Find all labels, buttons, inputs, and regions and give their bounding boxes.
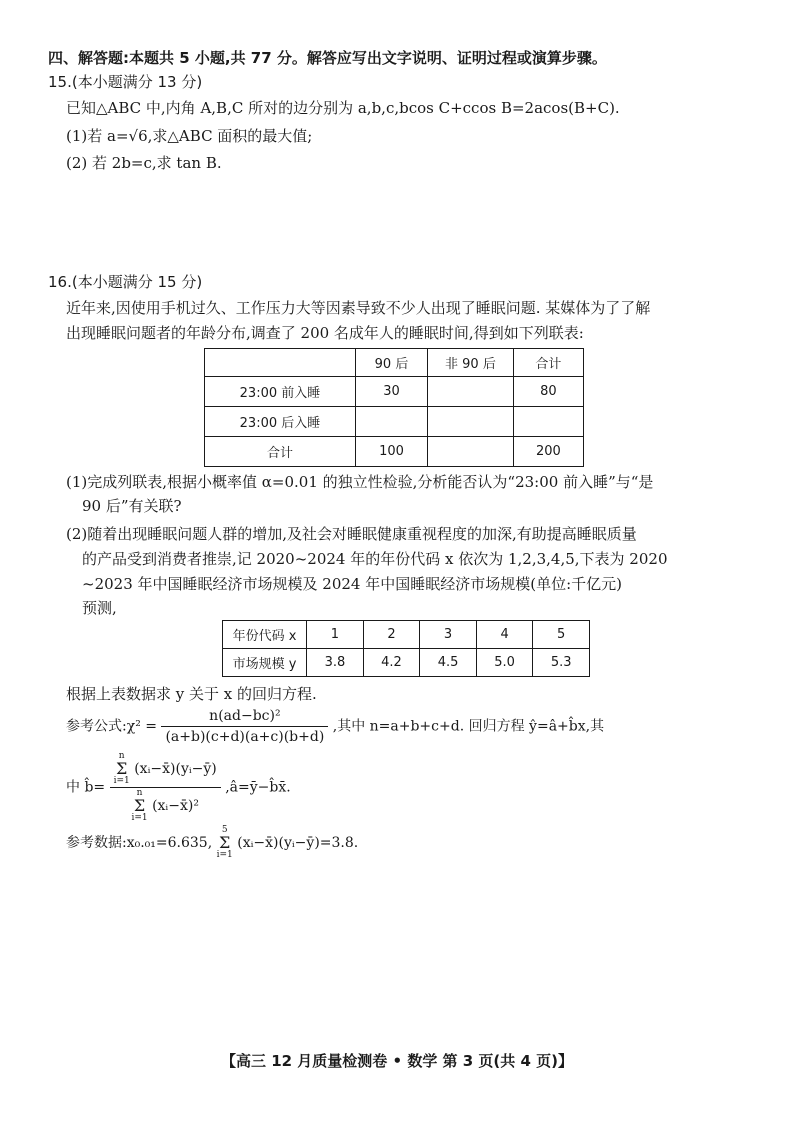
slope-formula bbox=[66, 752, 291, 823]
contingency-header-row bbox=[205, 349, 584, 377]
table-cell: 3.8 bbox=[307, 649, 364, 677]
q15-number: 15.(本小题满分 13 分) bbox=[48, 73, 203, 91]
formula-label: 参考公式:χ² = bbox=[66, 718, 157, 735]
q15-stem: 已知△ABC 中,内角 A,B,C 所对的边分别为 a,b,c,bcos C+ccos B=2acos(B+C). bbox=[66, 99, 620, 117]
table-cell: 1 bbox=[307, 621, 364, 649]
sigma-glyph: Σ bbox=[133, 796, 146, 815]
table-cell: 3 bbox=[420, 621, 477, 649]
table-cell: 4 bbox=[476, 621, 533, 649]
table-cell: 100 bbox=[355, 437, 427, 467]
table-cell bbox=[428, 377, 514, 407]
q16-intro-line-2: 出现睡眠问题者的年龄分布,调查了 200 名成年人的睡眠时间,得到如下列联表: bbox=[66, 324, 584, 342]
table-header-cell bbox=[205, 349, 356, 377]
q16-part2-line-1: (2)随着出现睡眠问题人群的增加,及社会对睡眠健康重视程度的加深,有助提高睡眠质量 bbox=[66, 525, 637, 543]
regression-prompt: 根据上表数据求 y 关于 x 的回归方程. bbox=[66, 685, 317, 703]
table-cell: 2 bbox=[363, 621, 420, 649]
sum-lower-limit: i=1 bbox=[131, 813, 148, 823]
table-row bbox=[205, 437, 584, 467]
fraction-numerator: n(ad−bc)² bbox=[161, 707, 328, 727]
table-cell: 30 bbox=[355, 377, 427, 407]
table-cell: 4.5 bbox=[420, 649, 477, 677]
table-cell bbox=[428, 437, 514, 467]
q15-part1: (1)若 a=√6,求△ABC 面积的最大值; bbox=[66, 127, 313, 145]
table-row bbox=[205, 377, 584, 407]
q16-intro-line-1: 近年来,因使用手机过久、工作压力大等因素导致不少人出现了睡眠问题. 某媒体为了了解 bbox=[66, 299, 651, 317]
table-row-label: 市场规模 y bbox=[223, 649, 307, 677]
intercept-formula: ,â=ȳ−b̂x̄. bbox=[225, 779, 291, 796]
q16-part2-line-2: 的产品受到消费者推崇,记 2020~2024 年的年份代码 x 依次为 1,2,3,4,5,下表为 2020 bbox=[82, 550, 668, 568]
numerator-term: (xᵢ−x̄)(yᵢ−ȳ) bbox=[134, 761, 217, 777]
table-cell: 合计 bbox=[205, 437, 356, 467]
reference-data-label: 参考数据:x₀.₀₁=6.635, bbox=[66, 835, 213, 851]
reference-data bbox=[66, 826, 358, 860]
q16-part2-line-4: 预测, bbox=[82, 599, 117, 617]
chi-square-formula bbox=[66, 707, 604, 746]
fraction-denominator: (a+b)(c+d)(a+c)(b+d) bbox=[165, 729, 325, 745]
table-row bbox=[205, 407, 584, 437]
table-cell: 23:00 后入睡 bbox=[205, 407, 356, 437]
chi-square-fraction bbox=[161, 707, 328, 746]
slope-fraction bbox=[110, 752, 221, 823]
market-size-table bbox=[222, 620, 590, 677]
table-cell: 5.3 bbox=[533, 649, 590, 677]
table-cell: 200 bbox=[513, 437, 583, 467]
reference-data-tail: (xᵢ−x̄)(yᵢ−ȳ)=3.8. bbox=[237, 835, 359, 851]
denominator-term: (xᵢ−x̄)² bbox=[152, 798, 199, 814]
formula-tail: ,其中 n=a+b+c+d. 回归方程 ŷ=â+b̂x,其 bbox=[332, 718, 605, 735]
page-footer: 【高三 12 月质量检测卷 • 数学 第 3 页(共 4 页)】 bbox=[220, 1052, 574, 1070]
sum-symbol bbox=[131, 789, 147, 823]
q15-part2: (2) 若 2b=c,求 tan B. bbox=[66, 154, 222, 172]
table-row bbox=[223, 621, 590, 649]
table-cell: 5.0 bbox=[476, 649, 533, 677]
q16-number: 16.(本小题满分 15 分) bbox=[48, 273, 203, 291]
table-header-cell: 合计 bbox=[513, 349, 583, 377]
table-cell bbox=[355, 407, 427, 437]
fraction-denominator bbox=[110, 788, 221, 823]
contingency-table bbox=[204, 348, 584, 467]
table-cell bbox=[428, 407, 514, 437]
sum-upper-limit: n bbox=[136, 788, 143, 798]
sum-lower-limit: i=1 bbox=[216, 850, 233, 860]
table-cell bbox=[513, 407, 583, 437]
sum-symbol bbox=[217, 826, 233, 860]
sum-upper-limit: n bbox=[118, 751, 125, 761]
table-cell: 23:00 前入睡 bbox=[205, 377, 356, 407]
sigma-glyph: Σ bbox=[219, 833, 231, 852]
sum-symbol bbox=[114, 752, 130, 786]
fraction-numerator bbox=[110, 752, 221, 788]
table-cell: 5 bbox=[533, 621, 590, 649]
q16-part1-line-1: (1)完成列联表,根据小概率值 α=0.01 的独立性检验,分析能否认为“23:00 前入睡”与“是 bbox=[66, 473, 654, 491]
table-row-label: 年份代码 x bbox=[223, 621, 307, 649]
table-row bbox=[223, 649, 590, 677]
table-cell: 80 bbox=[513, 377, 583, 407]
sigma-glyph: Σ bbox=[116, 759, 128, 778]
sum-lower-limit: i=1 bbox=[113, 776, 130, 786]
q16-part1-line-2: 90 后”有关联? bbox=[82, 497, 182, 515]
formula-label: 中 b̂= bbox=[66, 779, 106, 796]
table-cell: 4.2 bbox=[363, 649, 420, 677]
section-heading: 四、解答题:本题共 5 小题,共 77 分。解答应写出文字说明、证明过程或演算步骤。 bbox=[48, 49, 607, 67]
sum-upper-limit: 5 bbox=[221, 825, 228, 835]
q16-part2-line-3: ~2023 年中国睡眠经济市场规模及 2024 年中国睡眠经济市场规模(单位:千亿元) bbox=[82, 575, 622, 593]
table-header-cell: 90 后 bbox=[355, 349, 427, 377]
table-header-cell: 非 90 后 bbox=[428, 349, 514, 377]
